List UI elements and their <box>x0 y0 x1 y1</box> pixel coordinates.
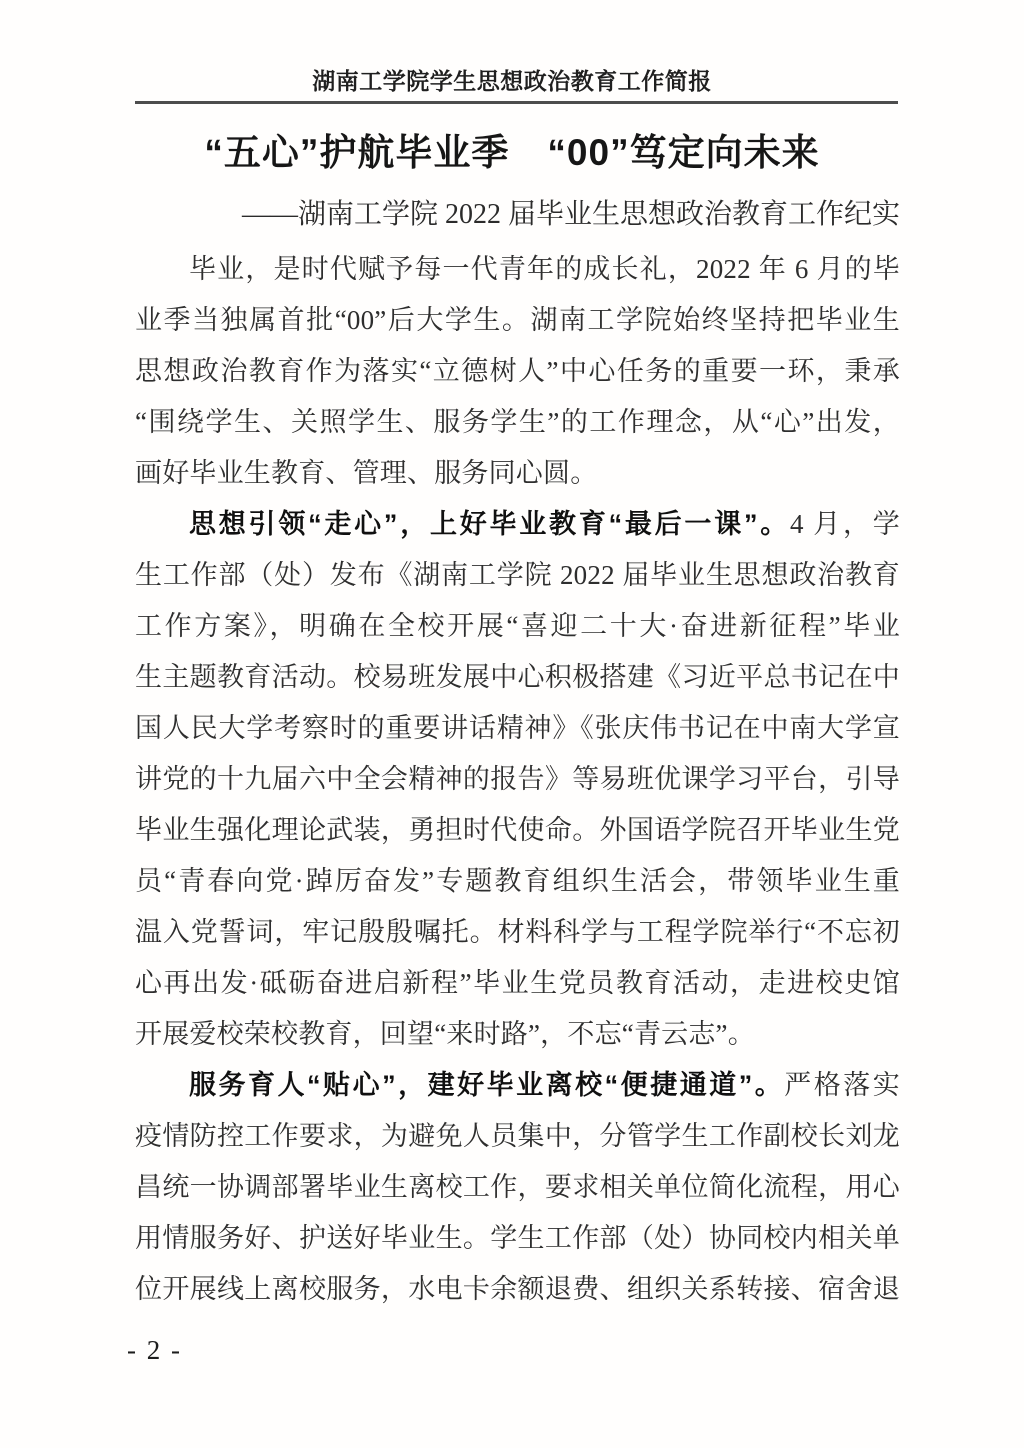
body-line: 生工作部（处）发布《湖南工学院 2022 届毕业生思想政治教育 <box>135 560 900 590</box>
body-line: 疫情防控工作要求，为避免人员集中，分管学生工作副校长刘龙 <box>135 1121 900 1151</box>
body-line: 国人民大学考察时的重要讲话精神》《张庆伟书记在中南大学宣 <box>135 713 900 743</box>
body-line: 毕业，是时代赋予每一代青年的成长礼，2022 年 6 月的毕 <box>189 254 900 284</box>
body-line: 昌统一协调部署毕业生离校工作，要求相关单位简化流程，用心 <box>135 1172 900 1202</box>
paragraph-lead: 服务育人“贴心”，建好毕业离校“便捷通道”。 <box>189 1070 785 1100</box>
document-subtitle: ——湖南工学院 2022 届毕业生思想政治教育工作纪实 <box>241 199 900 230</box>
body-line: “围绕学生、关照学生、服务学生”的工作理念，从“心”出发， <box>135 407 900 437</box>
body-line: 思想政治教育作为落实“立德树人”中心任务的重要一环，秉承 <box>135 356 900 386</box>
paragraph-lead-rest: 严格落实 <box>784 1070 900 1100</box>
body-line: 心再出发·砥砺奋进启新程”毕业生党员教育活动，走进校史馆 <box>135 968 900 998</box>
page-header-title: 湖南工学院学生思想政治教育工作简报 <box>312 68 712 94</box>
paragraph-lead-rest: 4 月，学 <box>790 509 901 539</box>
body-line: 讲党的十九届六中全会精神的报告》等易班优课学习平台，引导 <box>135 764 900 794</box>
document-title: “五心”护航毕业季 “00”笃定向未来 <box>204 132 820 173</box>
body-line: 画好毕业生教育、管理、服务同心圆。 <box>135 458 598 488</box>
body-line: 员“青春向党·踔厉奋发”专题教育组织生活会，带领毕业生重 <box>135 866 900 896</box>
paragraph-2 <box>135 499 900 1060</box>
body-line: 用情服务好、护送好毕业生。学生工作部（处）协同校内相关单 <box>135 1223 900 1253</box>
header-rule <box>135 101 898 104</box>
body-line: 位开展线上离校服务，水电卡余额退费、组织关系转接、宿舍退 <box>135 1274 900 1304</box>
body-line: 温入党誓词，牢记殷殷嘱托。材料科学与工程学院举行“不忘初 <box>135 917 900 947</box>
body-line: 生主题教育活动。校易班发展中心积极搭建《习近平总书记在中 <box>135 662 900 692</box>
body-line: 工作方案》，明确在全校开展“喜迎二十大·奋进新征程”毕业 <box>135 611 900 641</box>
body-line: 毕业生强化理论武装，勇担时代使命。外国语学院召开毕业生党 <box>135 815 900 845</box>
paragraph-1 <box>135 244 900 499</box>
body-line <box>135 1060 900 1111</box>
body-line <box>135 499 900 550</box>
body-line: 开展爱校荣校教育，回望“来时路”，不忘“青云志”。 <box>135 1019 755 1049</box>
page-number: - 2 - <box>127 1335 182 1365</box>
document-body <box>135 244 900 1315</box>
body-line: 业季当独属首批“00”后大学生。湖南工学院始终坚持把毕业生 <box>135 305 900 335</box>
paragraph-3 <box>135 1060 900 1315</box>
paragraph-lead: 思想引领“走心”，上好毕业教育“最后一课”。 <box>189 509 791 539</box>
